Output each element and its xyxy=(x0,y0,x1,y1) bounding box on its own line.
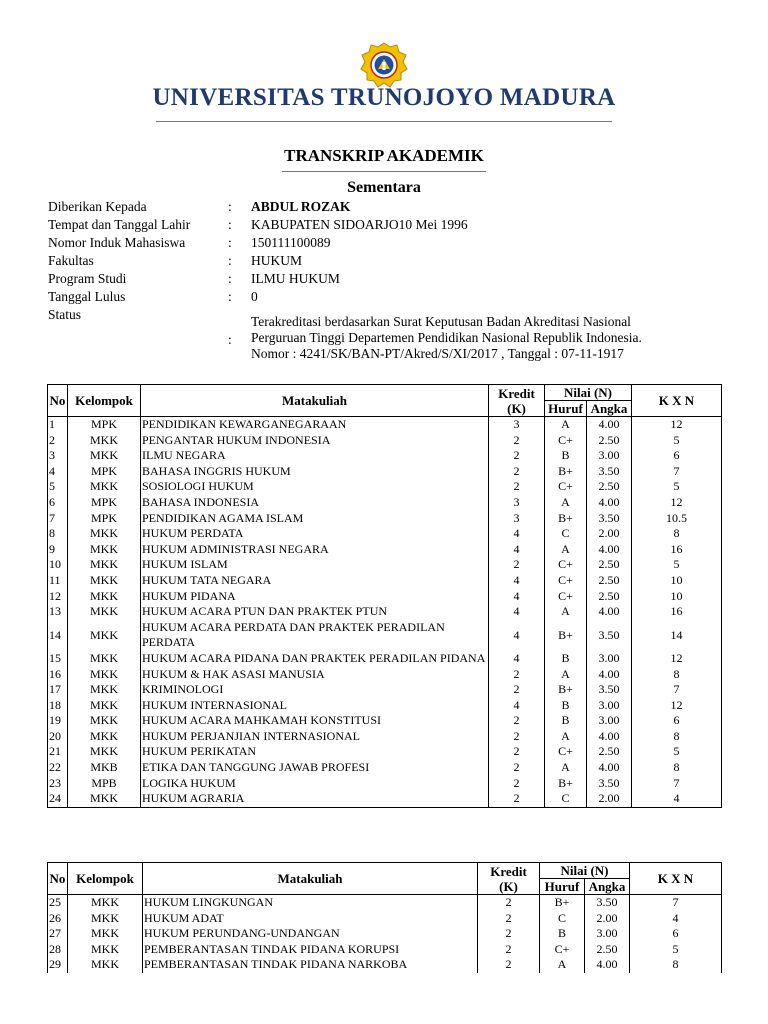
cell-angka: 2.00 xyxy=(587,791,632,807)
cell-no: 3 xyxy=(48,448,68,464)
cell-angka: 3.00 xyxy=(587,698,632,714)
table-row xyxy=(48,760,722,776)
info-label: Tanggal Lulus xyxy=(48,289,126,304)
birth-place-date: KABUPATEN SIDOARJO10 Mei 1996 xyxy=(251,217,468,232)
cell-matakuliah: HUKUM PERUNDANG-UNDANGAN xyxy=(143,926,478,942)
cell-kxn: 6 xyxy=(632,713,722,729)
cell-kredit: 4 xyxy=(489,542,545,558)
course-rows-2 xyxy=(48,895,722,973)
table-row xyxy=(48,573,722,589)
cell-huruf: B+ xyxy=(545,682,587,698)
cell-kredit: 2 xyxy=(489,557,545,573)
cell-kredit: 4 xyxy=(489,526,545,542)
cell-kxn: 5 xyxy=(632,433,722,449)
cell-no: 11 xyxy=(48,573,68,589)
table-row xyxy=(48,895,722,911)
cell-matakuliah: ETIKA DAN TANGGUNG JAWAB PROFESI xyxy=(141,760,489,776)
transcript-table-2 xyxy=(47,862,722,973)
cell-no: 12 xyxy=(48,589,68,605)
kredit-unit: (K) xyxy=(499,878,518,894)
cell-kredit: 2 xyxy=(489,744,545,760)
cell-kelompok: MPK xyxy=(68,495,141,511)
cell-kredit: 4 xyxy=(489,604,545,620)
cell-kelompok: MPK xyxy=(68,464,141,480)
info-label: Diberikan Kepada xyxy=(48,199,147,214)
cell-matakuliah: PEMBERANTASAN TINDAK PIDANA NARKOBA xyxy=(143,957,478,973)
cell-kxn: 4 xyxy=(632,791,722,807)
info-colon: : xyxy=(228,289,232,304)
cell-matakuliah: HUKUM ADAT xyxy=(143,911,478,927)
cell-no: 21 xyxy=(48,744,68,760)
cell-angka: 2.50 xyxy=(587,589,632,605)
table-row xyxy=(48,526,722,542)
table-row xyxy=(48,589,722,605)
cell-kelompok: MKK xyxy=(68,573,141,589)
cell-kxn: 8 xyxy=(632,526,722,542)
table-row xyxy=(48,682,722,698)
cell-matakuliah: HUKUM PERDATA xyxy=(141,526,489,542)
table-row xyxy=(48,667,722,683)
col-header-kredit xyxy=(489,385,545,417)
cell-kredit: 4 xyxy=(489,651,545,667)
col-header-kelompok: Kelompok xyxy=(68,863,143,895)
cell-kredit: 2 xyxy=(489,667,545,683)
cell-angka: 4.00 xyxy=(587,760,632,776)
cell-angka: 3.00 xyxy=(585,926,630,942)
university-logo xyxy=(359,42,409,88)
cell-no: 27 xyxy=(48,926,68,942)
cell-huruf: B+ xyxy=(545,464,587,480)
cell-no: 29 xyxy=(48,957,68,973)
cell-huruf: A xyxy=(545,495,587,511)
cell-kxn: 5 xyxy=(632,479,722,495)
cell-kelompok: MPK xyxy=(68,511,141,527)
university-name: UNIVERSITAS TRUNOJOYO MADURA xyxy=(152,84,616,111)
col-header-no: No xyxy=(48,863,68,895)
col-header-huruf: Huruf xyxy=(545,401,587,417)
cell-no: 15 xyxy=(48,651,68,667)
cell-angka: 3.50 xyxy=(587,464,632,480)
col-header-kredit xyxy=(478,863,540,895)
info-colon: : xyxy=(228,235,232,250)
cell-angka: 4.00 xyxy=(587,667,632,683)
cell-matakuliah: HUKUM ACARA PERDATA DAN PRAKTEK PERADILAN PERDATA xyxy=(141,620,489,651)
cell-matakuliah: PENDIDIKAN KEWARGANEGARAAN xyxy=(141,417,489,433)
cell-kredit: 3 xyxy=(489,511,545,527)
cell-matakuliah: HUKUM TATA NEGARA xyxy=(141,573,489,589)
cell-kxn: 7 xyxy=(630,895,722,911)
cell-kredit: 2 xyxy=(489,433,545,449)
cell-matakuliah: BAHASA INGGRIS HUKUM xyxy=(141,464,489,480)
header-divider xyxy=(156,121,612,122)
cell-no: 5 xyxy=(48,479,68,495)
student-name: ABDUL ROZAK xyxy=(251,199,351,214)
cell-kredit: 3 xyxy=(489,495,545,511)
cell-kelompok: MKK xyxy=(68,713,141,729)
cell-angka: 3.00 xyxy=(587,651,632,667)
cell-no: 4 xyxy=(48,464,68,480)
cell-kelompok: MPB xyxy=(68,776,141,792)
cell-matakuliah: HUKUM ACARA PIDANA DAN PRAKTEK PERADILAN PIDANA xyxy=(141,651,489,667)
table-row xyxy=(48,776,722,792)
cell-matakuliah: HUKUM ACARA MAHKAMAH KONSTITUSI xyxy=(141,713,489,729)
table-row xyxy=(48,791,722,807)
cell-huruf: C+ xyxy=(545,744,587,760)
cell-no: 28 xyxy=(48,942,68,958)
table-row xyxy=(48,417,722,433)
cell-kelompok: MKK xyxy=(68,942,143,958)
cell-kelompok: MKK xyxy=(68,433,141,449)
table-row xyxy=(48,942,722,958)
cell-kelompok: MKK xyxy=(68,744,141,760)
col-header-angka: Angka xyxy=(585,879,630,895)
cell-kelompok: MKK xyxy=(68,557,141,573)
table-row xyxy=(48,511,722,527)
cell-kredit: 2 xyxy=(489,713,545,729)
cell-matakuliah: HUKUM ACARA PTUN DAN PRAKTEK PTUN xyxy=(141,604,489,620)
cell-kelompok: MKB xyxy=(68,760,141,776)
cell-no: 8 xyxy=(48,526,68,542)
cell-kredit: 2 xyxy=(489,760,545,776)
cell-huruf: B xyxy=(540,926,585,942)
cell-huruf: C+ xyxy=(545,589,587,605)
table-row xyxy=(48,744,722,760)
cell-kelompok: MKK xyxy=(68,651,141,667)
cell-kxn: 12 xyxy=(632,417,722,433)
cell-kelompok: MKK xyxy=(68,791,141,807)
cell-angka: 3.00 xyxy=(587,713,632,729)
cell-kxn: 8 xyxy=(632,760,722,776)
info-colon: : xyxy=(228,332,232,347)
cell-no: 14 xyxy=(48,620,68,651)
table-row xyxy=(48,542,722,558)
col-header-kelompok: Kelompok xyxy=(68,385,141,417)
cell-kredit: 4 xyxy=(489,573,545,589)
cell-kredit: 2 xyxy=(489,448,545,464)
table-row xyxy=(48,464,722,480)
cell-angka: 3.50 xyxy=(587,682,632,698)
cell-matakuliah: KRIMINOLOGI xyxy=(141,682,489,698)
cell-matakuliah: PENGANTAR HUKUM INDONESIA xyxy=(141,433,489,449)
cell-kredit: 4 xyxy=(489,698,545,714)
study-program: ILMU HUKUM xyxy=(251,271,340,286)
table-row xyxy=(48,433,722,449)
cell-kxn: 7 xyxy=(632,464,722,480)
cell-kredit: 2 xyxy=(489,776,545,792)
cell-huruf: A xyxy=(545,542,587,558)
table-row xyxy=(48,729,722,745)
cell-huruf: A xyxy=(545,729,587,745)
cell-huruf: A xyxy=(545,760,587,776)
accreditation-status xyxy=(251,314,642,362)
table-row xyxy=(48,448,722,464)
cell-matakuliah: PENDIDIKAN AGAMA ISLAM xyxy=(141,511,489,527)
col-header-angka: Angka xyxy=(587,401,632,417)
cell-kxn: 16 xyxy=(632,604,722,620)
cell-matakuliah: HUKUM ADMINISTRASI NEGARA xyxy=(141,542,489,558)
cell-no: 1 xyxy=(48,417,68,433)
cell-kelompok: MKK xyxy=(68,895,143,911)
cell-matakuliah: BAHASA INDONESIA xyxy=(141,495,489,511)
cell-kxn: 8 xyxy=(632,729,722,745)
cell-huruf: A xyxy=(540,957,585,973)
cell-kxn: 12 xyxy=(632,495,722,511)
cell-matakuliah: HUKUM PERIKATAN xyxy=(141,744,489,760)
col-header-matakuliah: Matakuliah xyxy=(141,385,489,417)
cell-angka: 3.50 xyxy=(585,895,630,911)
cell-kredit: 2 xyxy=(489,682,545,698)
cell-kelompok: MKK xyxy=(68,957,143,973)
table-row xyxy=(48,926,722,942)
cell-kxn: 10.5 xyxy=(632,511,722,527)
cell-huruf: B+ xyxy=(545,776,587,792)
cell-no: 19 xyxy=(48,713,68,729)
cell-kredit: 2 xyxy=(478,926,540,942)
info-label: Nomor Induk Mahasiswa xyxy=(48,235,186,250)
cell-matakuliah: HUKUM ISLAM xyxy=(141,557,489,573)
cell-no: 13 xyxy=(48,604,68,620)
info-label: Tempat dan Tanggal Lahir xyxy=(48,217,191,232)
cell-angka: 4.00 xyxy=(587,729,632,745)
cell-no: 18 xyxy=(48,698,68,714)
cell-kelompok: MKK xyxy=(68,620,141,651)
cell-no: 7 xyxy=(48,511,68,527)
col-header-nilai: Nilai (N) xyxy=(540,863,630,879)
cell-kxn: 10 xyxy=(632,589,722,605)
cell-no: 10 xyxy=(48,557,68,573)
cell-matakuliah: HUKUM & HAK ASASI MANUSIA xyxy=(141,667,489,683)
cell-no: 26 xyxy=(48,911,68,927)
cell-no: 6 xyxy=(48,495,68,511)
cell-no: 24 xyxy=(48,791,68,807)
cell-huruf: B xyxy=(545,448,587,464)
info-colon: : xyxy=(228,271,232,286)
cell-kredit: 2 xyxy=(478,957,540,973)
status-line: Terakreditasi berdasarkan Surat Keputusan Badan Akreditasi Nasional xyxy=(251,314,631,329)
cell-kelompok: MKK xyxy=(68,682,141,698)
cell-kxn: 7 xyxy=(632,776,722,792)
col-header-no: No xyxy=(48,385,68,417)
cell-matakuliah: SOSIOLOGI HUKUM xyxy=(141,479,489,495)
cell-kredit: 2 xyxy=(489,791,545,807)
cell-kelompok: MKK xyxy=(68,448,141,464)
cell-kxn: 12 xyxy=(632,651,722,667)
cell-kxn: 7 xyxy=(632,682,722,698)
cell-angka: 4.00 xyxy=(587,542,632,558)
cell-angka: 3.50 xyxy=(587,620,632,651)
cell-angka: 2.50 xyxy=(585,942,630,958)
cell-no: 9 xyxy=(48,542,68,558)
cell-huruf: C xyxy=(545,526,587,542)
cell-kelompok: MKK xyxy=(68,589,141,605)
col-header-huruf: Huruf xyxy=(540,879,585,895)
kredit-unit: (K) xyxy=(507,400,526,416)
table-row xyxy=(48,495,722,511)
cell-huruf: A xyxy=(545,604,587,620)
cell-angka: 4.00 xyxy=(587,417,632,433)
cell-angka: 2.00 xyxy=(587,526,632,542)
col-header-matakuliah: Matakuliah xyxy=(143,863,478,895)
cell-kxn: 10 xyxy=(632,573,722,589)
cell-angka: 2.00 xyxy=(585,911,630,927)
info-label: Program Studi xyxy=(48,271,127,286)
cell-kxn: 14 xyxy=(632,620,722,651)
cell-kxn: 5 xyxy=(632,744,722,760)
cell-matakuliah: ILMU NEGARA xyxy=(141,448,489,464)
table-row xyxy=(48,604,722,620)
cell-kxn: 16 xyxy=(632,542,722,558)
info-colon: : xyxy=(228,199,232,214)
cell-kelompok: MKK xyxy=(68,729,141,745)
graduation-date: 0 xyxy=(251,289,258,304)
cell-kelompok: MPK xyxy=(68,417,141,433)
cell-huruf: A xyxy=(545,417,587,433)
course-rows-1 xyxy=(48,417,722,808)
document-subtitle: Sementara xyxy=(347,179,421,196)
cell-matakuliah: HUKUM INTERNASIONAL xyxy=(141,698,489,714)
table-row xyxy=(48,620,722,651)
cell-kredit: 2 xyxy=(478,942,540,958)
title-divider xyxy=(282,171,486,172)
cell-huruf: B+ xyxy=(545,620,587,651)
table-row xyxy=(48,713,722,729)
cell-angka: 2.50 xyxy=(587,573,632,589)
table-row xyxy=(48,479,722,495)
info-label: Fakultas xyxy=(48,253,94,268)
cell-no: 22 xyxy=(48,760,68,776)
cell-kelompok: MKK xyxy=(68,542,141,558)
cell-no: 25 xyxy=(48,895,68,911)
table-row xyxy=(48,651,722,667)
cell-kxn: 12 xyxy=(632,698,722,714)
cell-kxn: 5 xyxy=(632,557,722,573)
cell-kelompok: MKK xyxy=(68,667,141,683)
cell-kredit: 2 xyxy=(489,464,545,480)
cell-angka: 2.50 xyxy=(587,557,632,573)
info-colon: : xyxy=(228,217,232,232)
cell-kxn: 4 xyxy=(630,911,722,927)
cell-no: 17 xyxy=(48,682,68,698)
table-row xyxy=(48,957,722,973)
cell-angka: 3.50 xyxy=(587,511,632,527)
cell-kxn: 5 xyxy=(630,942,722,958)
faculty: HUKUM xyxy=(251,253,303,268)
cell-huruf: C xyxy=(545,791,587,807)
cell-huruf: B xyxy=(545,713,587,729)
cell-kelompok: MKK xyxy=(68,479,141,495)
info-colon: : xyxy=(228,253,232,268)
cell-angka: 4.00 xyxy=(587,495,632,511)
info-label: Status xyxy=(48,307,82,322)
cell-no: 20 xyxy=(48,729,68,745)
cell-kxn: 8 xyxy=(632,667,722,683)
cell-huruf: B xyxy=(545,698,587,714)
cell-kredit: 2 xyxy=(489,479,545,495)
cell-kelompok: MKK xyxy=(68,698,141,714)
cell-huruf: C+ xyxy=(545,557,587,573)
cell-angka: 4.00 xyxy=(587,604,632,620)
cell-kxn: 8 xyxy=(630,957,722,973)
cell-kredit: 4 xyxy=(489,589,545,605)
cell-kelompok: MKK xyxy=(68,926,143,942)
table-row xyxy=(48,557,722,573)
cell-matakuliah: HUKUM AGRARIA xyxy=(141,791,489,807)
cell-no: 16 xyxy=(48,667,68,683)
cell-kredit: 3 xyxy=(489,417,545,433)
cell-no: 2 xyxy=(48,433,68,449)
cell-kxn: 6 xyxy=(630,926,722,942)
status-line: Perguruan Tinggi Departemen Pendidikan Nasional Republik Indonesia. xyxy=(251,330,642,345)
status-line: Nomor : 4241/SK/BAN-PT/Akred/S/XI/2017 , Tanggal : 07-11-1917 xyxy=(251,346,624,361)
kredit-label: Kredit xyxy=(490,863,527,879)
cell-huruf: C xyxy=(540,911,585,927)
transcript-table-1 xyxy=(47,384,722,808)
cell-kelompok: MKK xyxy=(68,526,141,542)
cell-matakuliah: PEMBERANTASAN TINDAK PIDANA KORUPSI xyxy=(143,942,478,958)
cell-no: 23 xyxy=(48,776,68,792)
cell-kxn: 6 xyxy=(632,448,722,464)
student-id: 150111100089 xyxy=(251,235,331,250)
cell-huruf: B xyxy=(545,651,587,667)
cell-angka: 4.00 xyxy=(585,957,630,973)
cell-kredit: 2 xyxy=(478,911,540,927)
cell-kredit: 2 xyxy=(478,895,540,911)
cell-kredit: 4 xyxy=(489,620,545,651)
cell-kelompok: MKK xyxy=(68,604,141,620)
cell-huruf: B+ xyxy=(540,895,585,911)
cell-huruf: A xyxy=(545,667,587,683)
col-header-kxn: K X N xyxy=(630,863,722,895)
table-row xyxy=(48,911,722,927)
col-header-nilai: Nilai (N) xyxy=(545,385,632,401)
kredit-label: Kredit xyxy=(498,385,535,401)
cell-matakuliah: HUKUM PERJANJIAN INTERNASIONAL xyxy=(141,729,489,745)
cell-angka: 2.50 xyxy=(587,479,632,495)
cell-huruf: C+ xyxy=(545,433,587,449)
document-title: TRANSKRIP AKADEMIK xyxy=(284,146,484,165)
cell-angka: 2.50 xyxy=(587,433,632,449)
table-row xyxy=(48,698,722,714)
cell-matakuliah: HUKUM PIDANA xyxy=(141,589,489,605)
cell-huruf: C+ xyxy=(545,573,587,589)
col-header-kxn: K X N xyxy=(632,385,722,417)
cell-huruf: B+ xyxy=(545,511,587,527)
cell-huruf: C+ xyxy=(540,942,585,958)
cell-matakuliah: LOGIKA HUKUM xyxy=(141,776,489,792)
cell-kelompok: MKK xyxy=(68,911,143,927)
cell-kredit: 2 xyxy=(489,729,545,745)
cell-huruf: C+ xyxy=(545,479,587,495)
cell-angka: 3.00 xyxy=(587,448,632,464)
cell-matakuliah: HUKUM LINGKUNGAN xyxy=(143,895,478,911)
cell-angka: 3.50 xyxy=(587,776,632,792)
cell-angka: 2.50 xyxy=(587,744,632,760)
